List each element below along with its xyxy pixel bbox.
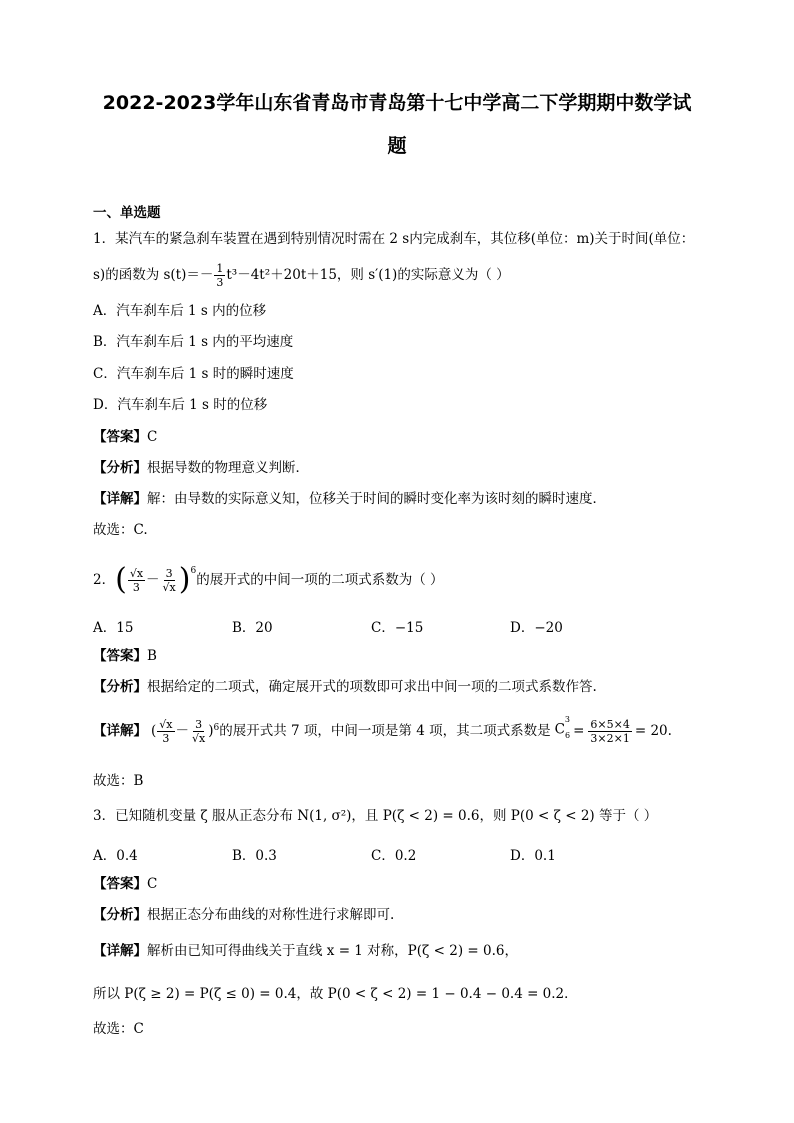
q2-exponent: 6	[190, 566, 197, 576]
q2-number: 2．	[93, 572, 116, 588]
q1-option-c: C．汽车刹车后 1 s 时的瞬时速度	[93, 366, 294, 382]
q3-option-c: C．0.2	[371, 848, 417, 864]
q2-option-c: C．−15	[371, 620, 424, 636]
q2-equals: =	[573, 723, 585, 739]
q1-detail-tag: 【详解】	[93, 491, 147, 507]
q2-combination	[555, 717, 571, 744]
q2-detail-right-paren: )	[208, 723, 214, 739]
q3-answer-tag: 【答案】	[93, 876, 147, 892]
q1-analysis-text: 根据导数的物理意义判断．	[147, 460, 309, 476]
q1-option-a: A．汽车刹车后 1 s 内的位移	[93, 303, 267, 319]
q2-answer-tag: 【答案】	[93, 648, 147, 664]
q3-conclusion: 故选：C	[93, 1021, 144, 1037]
q1-stem-part-b: t³－4t²＋20t＋15，则 s′(1)的实际意义为（ ）	[226, 267, 510, 283]
q2-right-paren: )	[178, 562, 191, 597]
q1-answer	[93, 428, 157, 446]
q3-answer	[93, 875, 157, 893]
q2-minus: －	[146, 572, 160, 588]
q2-detail-f1-den: 3	[162, 731, 170, 745]
q1-analysis-tag: 【分析】	[93, 460, 147, 476]
q1-stem-line1: 1．某汽车的紧急刹车装置在遇到特别情况时需在 2 s内完成刹车，其位移(单位：m)关于时间(单位：	[93, 231, 695, 247]
q2-answer-value: B	[147, 648, 157, 664]
q2-comb-sub: 6	[565, 730, 571, 740]
q2-detail-text: 的展开式共 7 项，中间一项是第 4 项，其二项式系数是	[219, 723, 551, 739]
q3-stem: 3．已知随机变量 ζ 服从正态分布 N(1, σ²)，且 P(ζ < 2) = 0.6，则 P(0 < ζ < 2) 等于（ ）	[93, 808, 658, 824]
q3-option-a: A．0.4	[93, 848, 138, 864]
q3-detail-line2: 所以 P(ζ ≥ 2) = P(ζ ≤ 0) = 0.4，故 P(0 < ζ < 2) = 1 − 0.4 − 0.4 = 0.2．	[93, 986, 578, 1002]
q2-comb-symbol: C	[554, 721, 565, 738]
q2-detail-tag: 【详解】	[93, 723, 147, 739]
q2-result-fraction	[588, 718, 631, 745]
q1-answer-value: C	[147, 429, 158, 445]
q2-detail-fraction-1	[157, 718, 174, 745]
q3-analysis-tag: 【分析】	[93, 907, 147, 923]
q2-option-a: A．15	[93, 620, 134, 636]
q2-detail-minus: －	[175, 723, 189, 739]
section-heading: 一、单选题	[93, 205, 161, 221]
document-title-line2: 题	[387, 135, 407, 157]
q1-answer-tag: 【答案】	[93, 429, 147, 445]
q1-frac-num: 1	[216, 262, 224, 275]
q3-option-d: D．0.1	[510, 848, 556, 864]
q1-detail-text: 解：由导数的实际意义知，位移关于时间的瞬时变化率为该时刻的瞬时速度．	[147, 491, 606, 507]
q2-left-paren: (	[115, 562, 127, 597]
q1-option-b: B．汽车刹车后 1 s 内的平均速度	[93, 334, 294, 350]
q2-detail-exponent: 6	[213, 723, 220, 733]
q2-f2-den: √x	[162, 580, 176, 594]
q2-option-b: B．20	[232, 620, 273, 636]
document-title-line1: 2022-2023学年山东省青岛市青岛第十七中学高二下学期期中数学试	[102, 92, 692, 114]
q3-option-b: B．0.3	[232, 848, 277, 864]
q2-result-num: 6×5×4	[590, 717, 630, 731]
q2-analysis-tag: 【分析】	[93, 679, 147, 695]
q2-f2-num: 3	[165, 566, 173, 580]
q2-f1-num: √x	[129, 566, 144, 580]
q1-stem-line2	[93, 262, 510, 289]
q1-conclusion: 故选：C.	[93, 522, 148, 538]
q2-analysis	[93, 678, 597, 696]
q2-detail-left-paren: (	[151, 723, 157, 739]
q1-analysis	[93, 459, 309, 477]
q3-detail-text: 解析由已知可得曲线关于直线 x = 1 对称，P(ζ < 2) = 0.6，	[147, 943, 518, 959]
q2-fraction-2	[161, 567, 178, 594]
q2-answer	[93, 647, 157, 665]
q2-fraction-1	[128, 567, 145, 594]
q2-detail-f2-den: √x	[192, 731, 206, 745]
q1-frac-den: 3	[216, 276, 224, 289]
q3-detail	[93, 942, 518, 960]
q2-analysis-text: 根据给定的二项式，确定展开式的项数即可求出中间一项的二项式系数作答.	[147, 679, 597, 695]
q3-detail-tag: 【详解】	[93, 943, 147, 959]
q2-period: .	[667, 723, 672, 739]
q2-result: = 20	[634, 723, 668, 739]
q2-stem-tail: 的展开式的中间一项的二项式系数为（ ）	[196, 572, 444, 588]
q2-detail-f2-num: 3	[195, 717, 203, 731]
q1-fraction	[214, 262, 225, 289]
q3-answer-value: C	[147, 876, 158, 892]
q3-analysis-text: 根据正态分布曲线的对称性进行求解即可.	[147, 907, 395, 923]
q3-analysis	[93, 906, 394, 924]
q2-option-d: D．−20	[510, 620, 563, 636]
q2-detail-fraction-2	[190, 718, 207, 745]
q2-comb-sup: 3	[564, 715, 571, 725]
q2-f1-den: 3	[132, 580, 140, 594]
q1-stem-part-a: s)的函数为 s(t)＝－	[93, 267, 214, 283]
q1-detail	[93, 490, 606, 508]
q1-option-d: D．汽车刹车后 1 s 时的位移	[93, 397, 268, 413]
q2-conclusion: 故选：B	[93, 773, 144, 789]
q2-stem	[93, 562, 444, 598]
q2-detail	[93, 713, 672, 749]
q2-detail-f1-num: √x	[159, 717, 173, 731]
q2-result-den: 3×2×1	[590, 731, 630, 745]
